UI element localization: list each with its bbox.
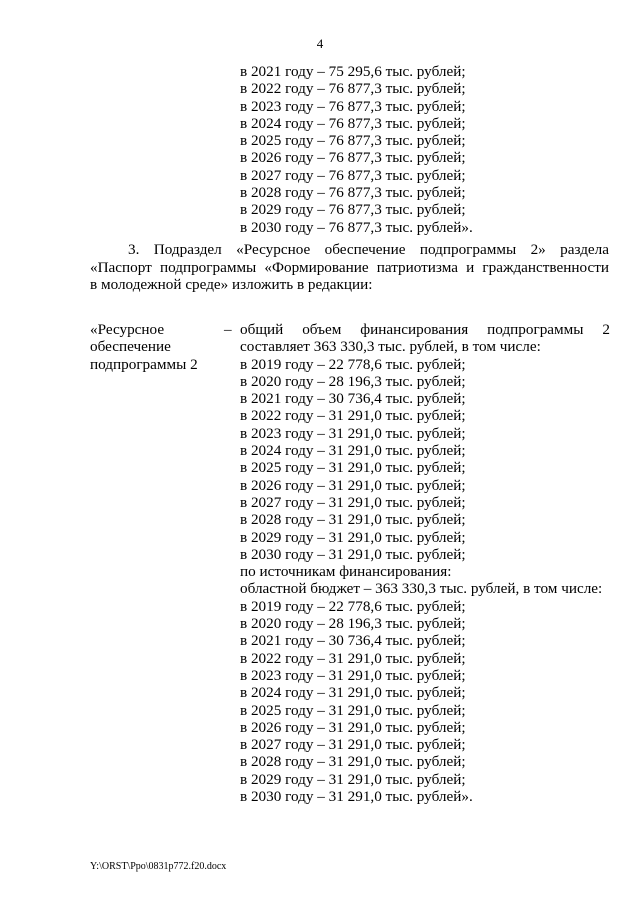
- list-item: в 2027 году – 31 291,0 тыс. рублей;: [240, 493, 466, 511]
- list-item: в 2027 году – 31 291,0 тыс. рублей;: [240, 736, 466, 754]
- paragraph-line: «Паспорт подпрограммы «Формирование патриотизма и гражданственности: [90, 258, 609, 276]
- section-label-line: подпрограммы 2: [90, 355, 198, 373]
- list-item: в 2030 году – 31 291,0 тыс. рублей;: [240, 545, 466, 563]
- list-item: в 2021 году – 30 736,4 тыс. рублей;: [240, 632, 466, 650]
- paragraph-line: в молодежной среде» изложить в редакции:: [90, 276, 373, 294]
- funding-intro: составляет 363 330,3 тыс. рублей, в том числе:: [240, 338, 541, 356]
- sources-heading: по источникам финансирования:: [240, 563, 452, 581]
- list-item: в 2029 году – 76 877,3 тыс. рублей;: [240, 201, 466, 219]
- list-item: в 2023 году – 76 877,3 тыс. рублей;: [240, 97, 466, 115]
- list-item: в 2020 году – 28 196,3 тыс. рублей;: [240, 372, 466, 390]
- list-item: в 2027 году – 76 877,3 тыс. рублей;: [240, 166, 466, 184]
- file-path-footer: Y:\ORST\Ppo\0831p772.f20.docx: [90, 861, 227, 872]
- list-item: в 2023 году – 31 291,0 тыс. рублей;: [240, 666, 466, 684]
- section-label: [90, 321, 230, 373]
- section-label-line: «Ресурсное: [90, 321, 165, 338]
- funding-intro: общий объем финансирования подпрограммы 2: [240, 321, 610, 338]
- section-body: [240, 321, 610, 805]
- funding-years-total: [240, 356, 610, 564]
- list-item: в 2025 году – 76 877,3 тыс. рублей;: [240, 132, 466, 150]
- list-item: в 2022 году – 76 877,3 тыс. рублей;: [240, 80, 466, 98]
- page-number: 4: [316, 36, 324, 51]
- list-item: в 2028 году – 76 877,3 тыс. рублей;: [240, 184, 466, 202]
- list-item: в 2026 году – 76 877,3 тыс. рублей;: [240, 149, 466, 167]
- list-item: в 2024 году – 76 877,3 тыс. рублей;: [240, 114, 466, 132]
- list-item: в 2026 году – 31 291,0 тыс. рублей;: [240, 476, 466, 494]
- list-item: в 2022 году – 31 291,0 тыс. рублей;: [240, 407, 466, 425]
- amendment-paragraph: [90, 241, 609, 294]
- list-item: в 2030 году – 76 877,3 тыс. рублей».: [240, 218, 473, 236]
- list-item: в 2024 году – 31 291,0 тыс. рублей;: [240, 684, 466, 702]
- list-item: в 2020 году – 28 196,3 тыс. рублей;: [240, 615, 466, 633]
- funding-years-regional: [240, 598, 610, 806]
- list-item: в 2022 году – 31 291,0 тыс. рублей;: [240, 649, 466, 667]
- list-item: в 2025 году – 31 291,0 тыс. рублей;: [240, 459, 466, 477]
- list-item: в 2019 году – 22 778,6 тыс. рублей;: [240, 597, 466, 615]
- section-label-line: обеспечение: [90, 338, 171, 356]
- list-item: в 2029 году – 31 291,0 тыс. рублей;: [240, 528, 466, 546]
- list-item: в 2028 году – 31 291,0 тыс. рублей;: [240, 511, 466, 529]
- list-item: в 2028 году – 31 291,0 тыс. рублей;: [240, 753, 466, 771]
- list-item: в 2024 году – 31 291,0 тыс. рублей;: [240, 442, 466, 460]
- list-item: в 2019 году – 22 778,6 тыс. рублей;: [240, 355, 466, 373]
- list-item: в 2023 году – 31 291,0 тыс. рублей;: [240, 424, 466, 442]
- list-item: в 2030 году – 31 291,0 тыс. рублей».: [240, 788, 473, 806]
- regional-budget-line: областной бюджет – 363 330,3 тыс. рублей, в том числе:: [240, 580, 603, 598]
- paragraph-line: 3. Подраздел «Ресурсное обеспечение подпрограммы 2» раздела: [128, 241, 609, 258]
- list-item: в 2025 году – 31 291,0 тыс. рублей;: [240, 701, 466, 719]
- section-dash: –: [224, 321, 232, 338]
- list-item: в 2021 году – 75 295,6 тыс. рублей;: [240, 63, 466, 80]
- list-item: в 2029 году – 31 291,0 тыс. рублей;: [240, 770, 466, 788]
- funding-years-list-previous: [240, 63, 473, 236]
- list-item: в 2021 году – 30 736,4 тыс. рублей;: [240, 390, 466, 408]
- list-item: в 2026 году – 31 291,0 тыс. рублей;: [240, 718, 466, 736]
